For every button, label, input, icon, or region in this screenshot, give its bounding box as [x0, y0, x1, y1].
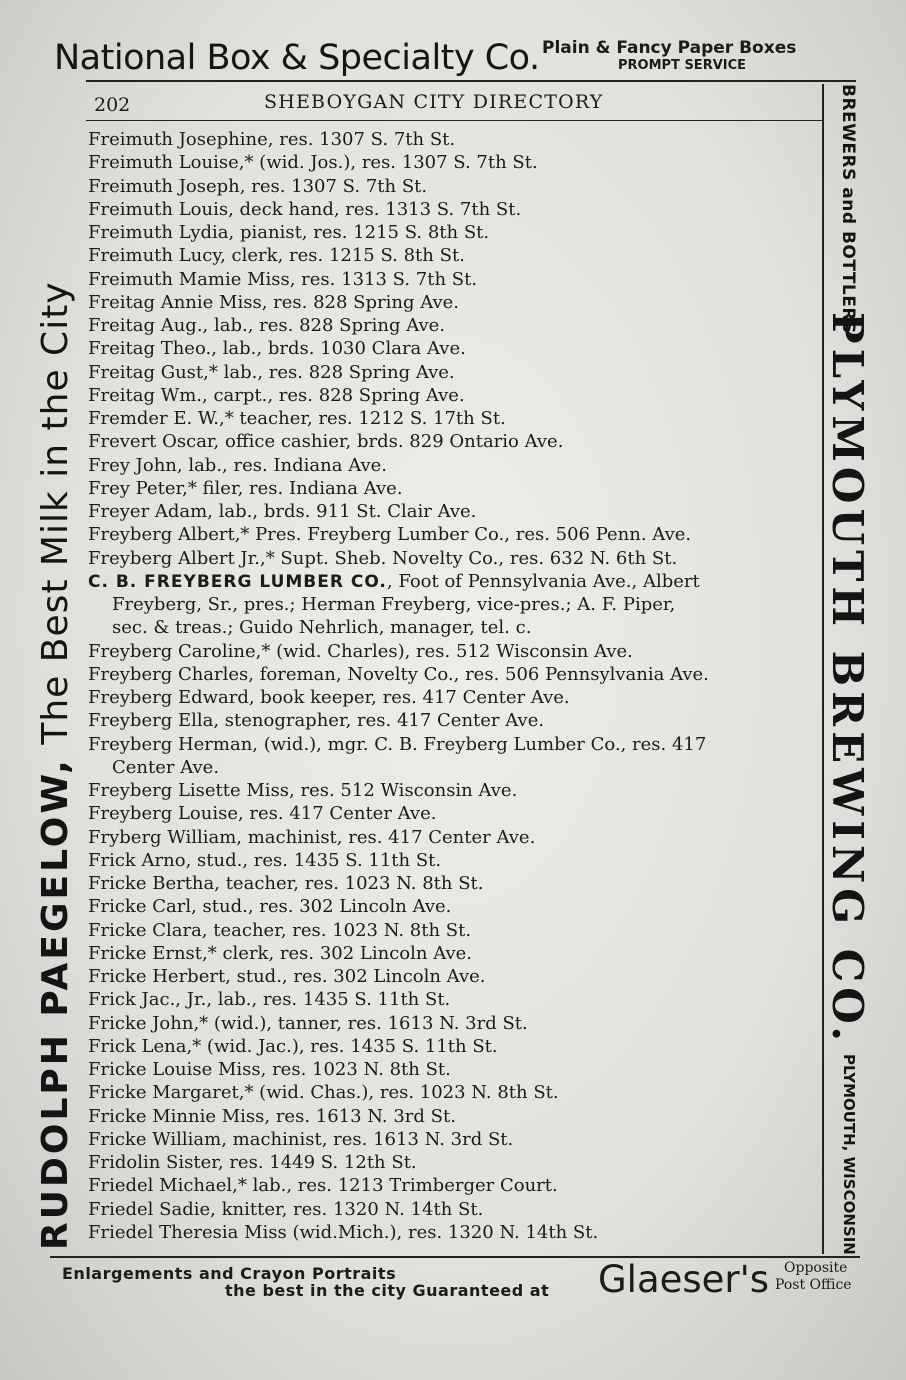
list-item-continuation: Center Ave.	[112, 756, 220, 778]
list-item: Freitag Wm., carpt., res. 828 Spring Ave.	[88, 384, 465, 406]
directory-listing	[88, 128, 822, 1244]
right-ad-trade: BREWERS and BOTTLERS	[838, 84, 858, 334]
list-item: Fricke Bertha, teacher, res. 1023 N. 8th St.	[88, 873, 484, 894]
list-item: Frevert Oscar, office cashier, brds. 829 Ontario Ave.	[88, 431, 564, 453]
top-divider	[86, 80, 856, 82]
right-ad-company: PLYMOUTH BREWING CO.	[823, 312, 872, 1046]
firm-details-1: , Foot of Pennsylvania Ave., Albert	[386, 570, 700, 592]
list-item: Freyberg Charles, foreman, Novelty Co., res. 506 Pennsylvania Ave.	[88, 663, 709, 685]
firm-details-2: Freyberg, Sr., pres.; Herman Freyberg, vice-pres.; A. F. Piper,	[112, 594, 676, 615]
list-item: Freyberg Albert Jr.,* Supt. Sheb. Novelty Co., res. 632 N. 6th St.	[88, 547, 678, 569]
list-item: Frick Lena,* (wid. Jac.), res. 1435 S. 11th St.	[88, 1035, 498, 1057]
list-item: Frey John, lab., res. Indiana Ave.	[88, 454, 388, 476]
list-item: Freyberg Lisette Miss, res. 512 Wisconsin Ave.	[88, 780, 518, 801]
list-item: Fridolin Sister, res. 1449 S. 12th St.	[88, 1152, 417, 1173]
list-item: Freimuth Mamie Miss, res. 1313 S. 7th St.	[88, 268, 478, 290]
list-item: Freimuth Louise,* (wid. Jos.), res. 1307 S. 7th St.	[88, 152, 538, 174]
list-item: Freyberg Edward, book keeper, res. 417 Center Ave.	[88, 687, 570, 708]
bottom-ad-line-1: Enlargements and Crayon Portraits	[62, 1264, 397, 1283]
bottom-ad-opposite: Opposite	[784, 1260, 848, 1276]
list-item: Freyberg Ella, stenographer, res. 417 Center Ave.	[88, 710, 545, 732]
bottom-ad-line-2: the best in the city Guaranteed at	[225, 1281, 550, 1300]
list-item: Freitag Gust,* lab., res. 828 Spring Ave.	[88, 361, 455, 383]
bottom-ad-brand: Glaeser's	[598, 1258, 770, 1301]
list-item: Frick Jac., Jr., lab., res. 1435 S. 11th St.	[88, 989, 451, 1011]
list-item: Fricke Minnie Miss, res. 1613 N. 3rd St.	[88, 1105, 456, 1127]
list-item: Fricke Herbert, stud., res. 302 Lincoln Ave.	[88, 966, 486, 987]
firm-name: C. B. FREYBERG LUMBER CO.	[88, 571, 387, 592]
list-item: Fricke William, machinist, res. 1613 N. 3rd St.	[88, 1128, 514, 1150]
list-item: Freitag Annie Miss, res. 828 Spring Ave.	[88, 291, 460, 313]
list-item: Freitag Theo., lab., brds. 1030 Clara Ave.	[88, 338, 466, 360]
list-item: Friedel Theresia Miss (wid.Mich.), res. 1320 N. 14th St.	[88, 1221, 599, 1243]
page-header	[86, 90, 822, 121]
list-item: Frick Arno, stud., res. 1435 S. 11th St.	[88, 849, 442, 871]
list-item: Freimuth Lydia, pianist, res. 1215 S. 8th St.	[88, 222, 490, 243]
list-item: Fricke Margaret,* (wid. Chas.), res. 1023 N. 8th St.	[88, 1082, 559, 1104]
list-item: Fricke Louise Miss, res. 1023 N. 8th St.	[88, 1059, 451, 1080]
list-item: Freimuth Louis, deck hand, res. 1313 S. 7th St.	[88, 198, 522, 220]
list-item: Freimuth Lucy, clerk, res. 1215 S. 8th St.	[88, 245, 465, 267]
list-item: Fricke Ernst,* clerk, res. 302 Lincoln Ave.	[88, 942, 473, 964]
left-side-advertisement	[35, 100, 83, 1250]
list-item: Freitag Aug., lab., res. 828 Spring Ave.	[88, 315, 446, 336]
top-ad-company: National Box & Specialty Co.	[54, 38, 540, 78]
left-ad-slogan: The Best Milk in the City	[35, 281, 76, 745]
list-item: Friedel Michael,* lab., res. 1213 Trimberger Court.	[88, 1175, 558, 1197]
list-item: Fricke Carl, stud., res. 302 Lincoln Ave.	[88, 896, 452, 918]
page-title: SHEBOYGAN CITY DIRECTORY	[264, 91, 604, 113]
firm-listing	[88, 570, 822, 593]
list-item: Fryberg William, machinist, res. 417 Center Ave.	[88, 826, 536, 848]
firm-details-3: sec. & treas.; Guido Nehrlich, manager, tel. c.	[112, 617, 532, 639]
list-item: Freyberg Albert,* Pres. Freyberg Lumber Co., res. 506 Penn. Ave.	[88, 524, 692, 546]
left-ad-name: RUDOLPH PAEGELOW,	[35, 757, 76, 1250]
list-item: Freimuth Joseph, res. 1307 S. 7th St.	[88, 175, 428, 197]
page-number: 202	[94, 94, 131, 116]
list-item: Freyberg Caroline,* (wid. Charles), res. 512 Wisconsin Ave.	[88, 640, 633, 662]
list-item: Friedel Sadie, knitter, res. 1320 N. 14th St.	[88, 1198, 484, 1220]
list-item: Freyer Adam, lab., brds. 911 St. Clair Ave.	[88, 501, 477, 522]
bottom-ad-post-office: Post Office	[775, 1277, 852, 1293]
list-item: Fremder E. W.,* teacher, res. 1212 S. 17th St.	[88, 408, 506, 429]
list-item: Frey Peter,* filer, res. Indiana Ave.	[88, 477, 403, 499]
list-item: Fricke Clara, teacher, res. 1023 N. 8th St.	[88, 919, 472, 941]
list-item: Fricke John,* (wid.), tanner, res. 1613 N. 3rd St.	[88, 1012, 528, 1034]
top-ad-service: PROMPT SERVICE	[618, 58, 747, 73]
top-ad-tagline: Plain & Fancy Paper Boxes	[542, 38, 797, 58]
right-side-advertisement	[823, 84, 872, 1255]
list-item: Freyberg Louise, res. 417 Center Ave.	[88, 803, 437, 825]
list-item: Freimuth Josephine, res. 1307 S. 7th St.	[88, 129, 456, 150]
right-ad-location: PLYMOUTH, WISCONSIN	[840, 1054, 858, 1255]
list-item: Freyberg Herman, (wid.), mgr. C. B. Freyberg Lumber Co., res. 417	[88, 733, 707, 755]
